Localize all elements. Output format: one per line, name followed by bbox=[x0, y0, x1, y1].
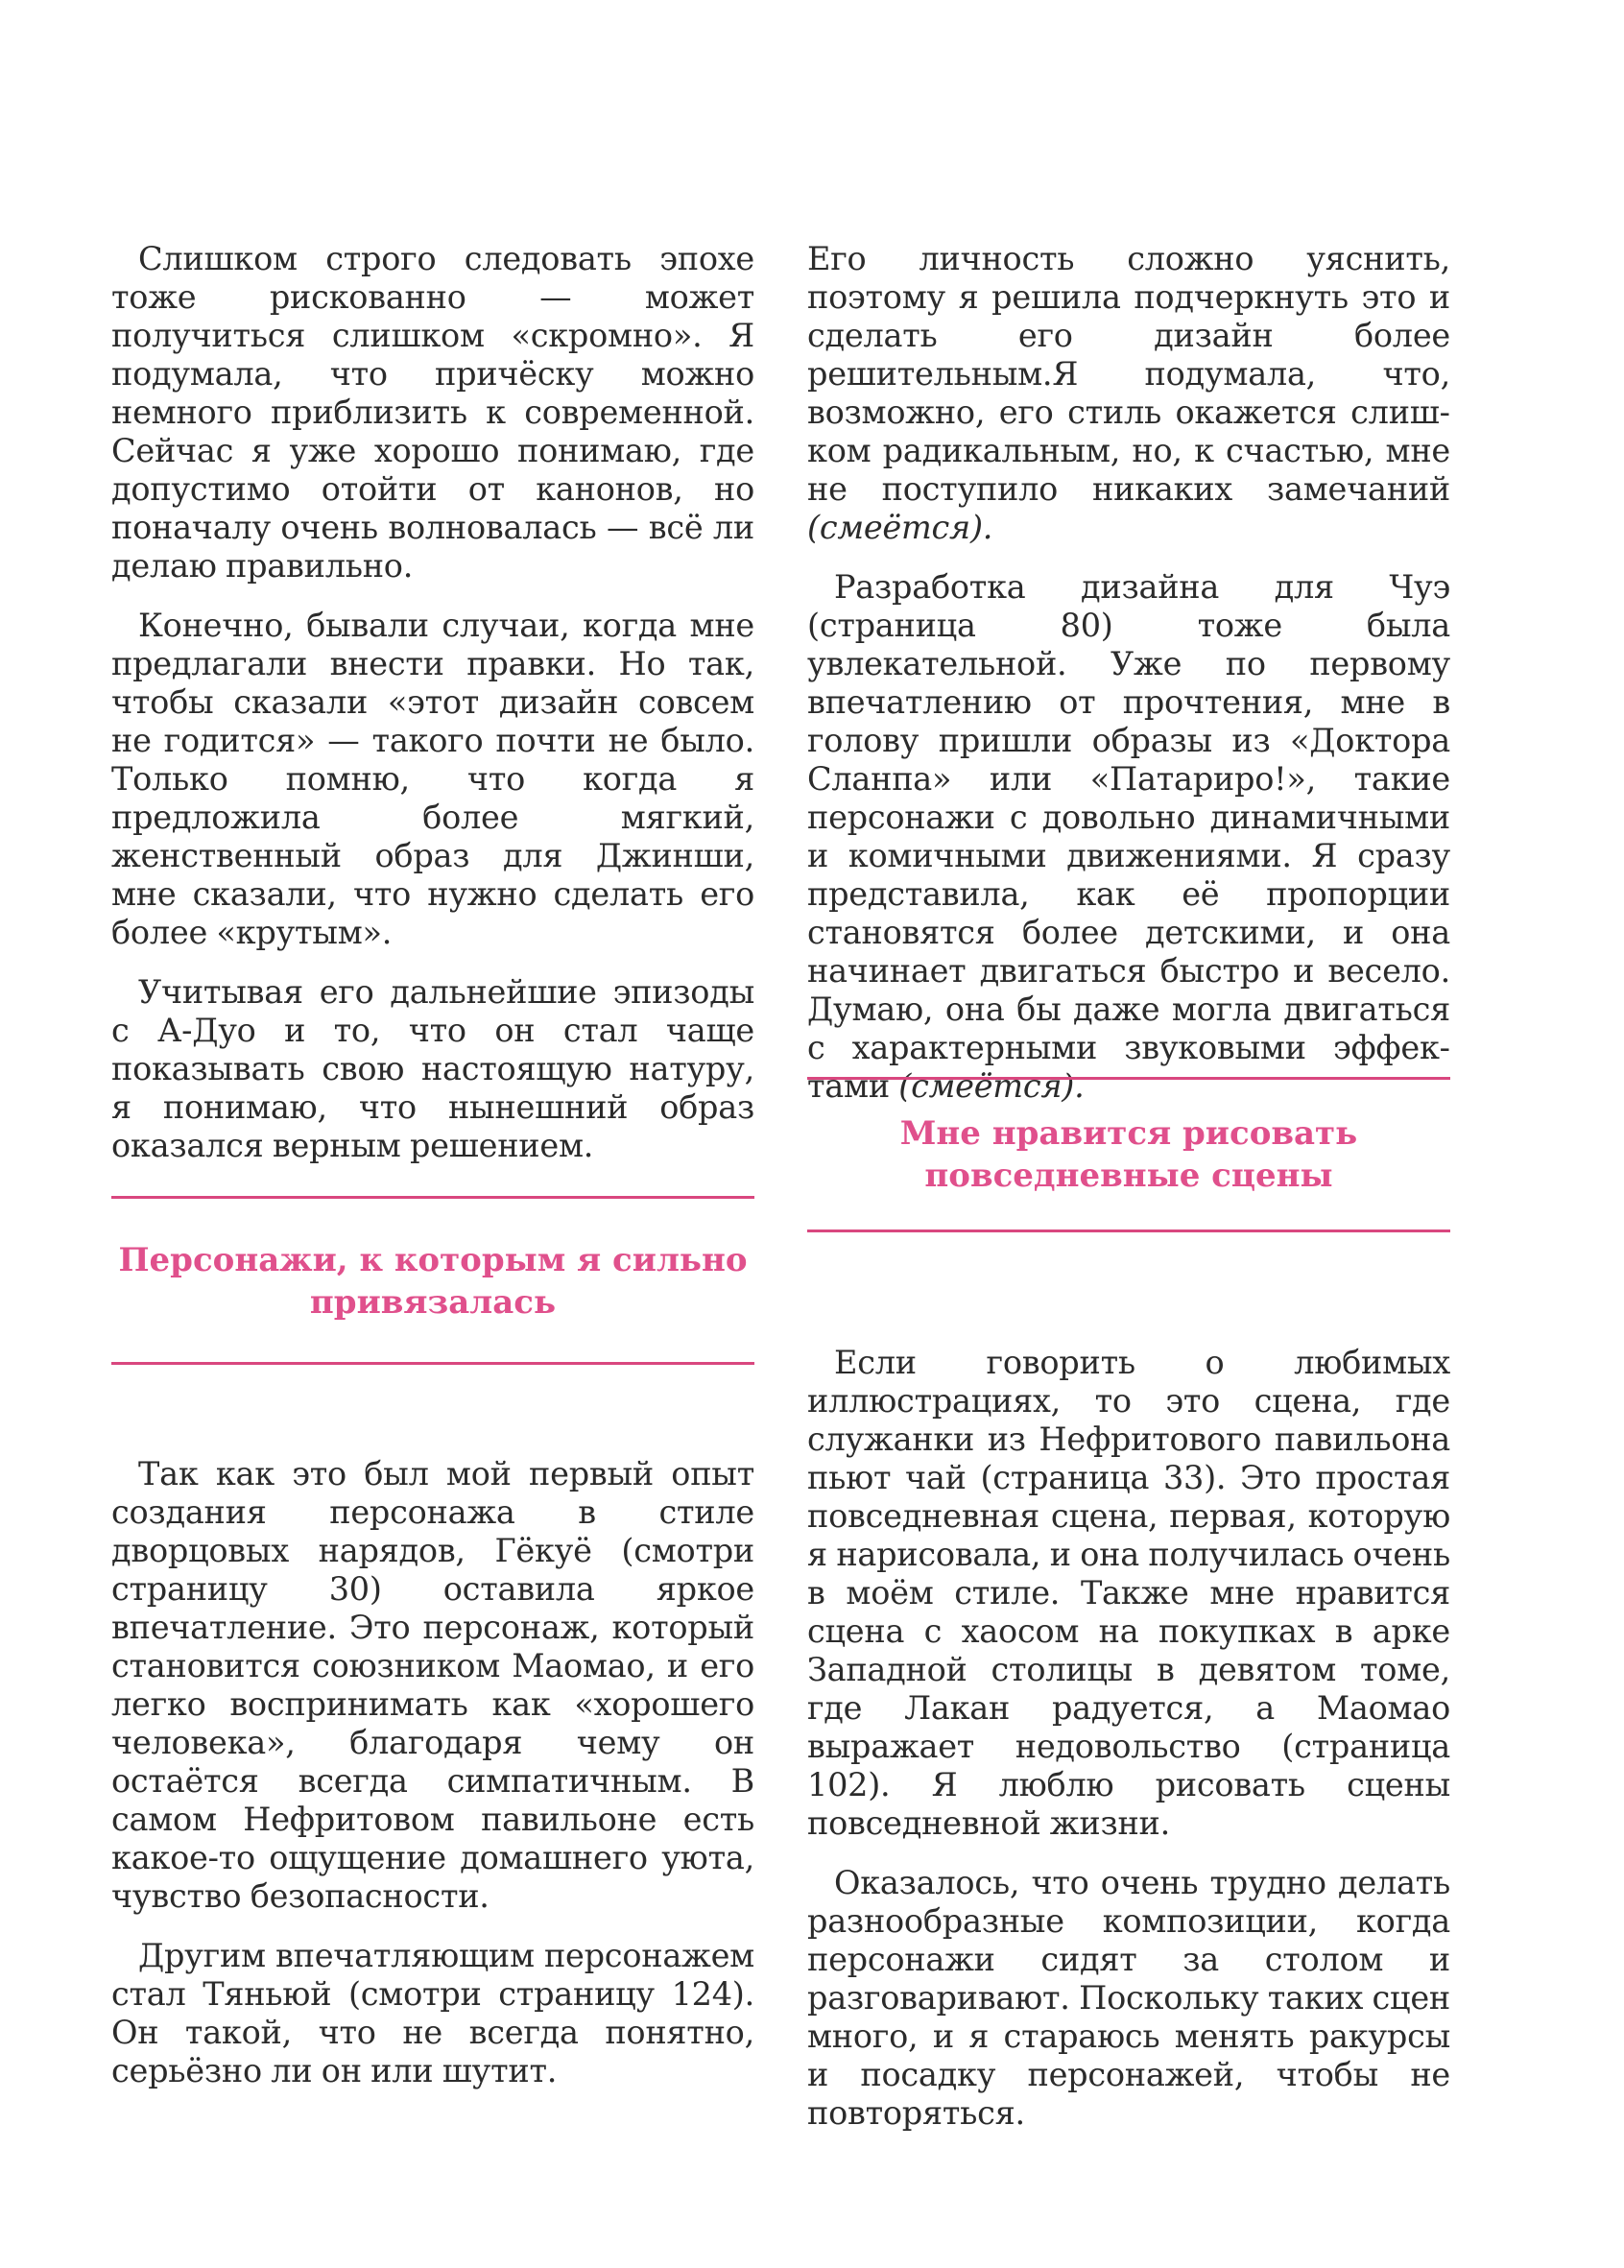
paragraph: Разработка дизайна для Чуэ (страница 80) тоже была увлекательной. Уже по первому впечатлению от прочтения, мне в голову пришли образы из «Доктора Сланпа» или «Патариро!», такие персонажи с довольно динамичными и комичными движениями. Я сразу представила, как её пропорции становятся более детскими, и она начинает двигаться быстро и весело. Думаю, она бы даже могла двигаться с характерными звуковыми эффектами (смеётся). bbox=[807, 568, 1450, 1105]
divider-bottom bbox=[807, 1229, 1450, 1232]
divider-top bbox=[111, 1196, 754, 1199]
paragraph: Если говорить о любимых иллюстрациях, то это сцена, где служанки из Нефритового павильона пьют чай (страница 33). Это простая повседневная сцена, первая, которую я нарисовала, и она получилась очень в моём стиле. Также мне нравится сцена с хаосом на покупках в арке Западной столицы в девятом томе, где Лакан радуется, а Маомао выражает недовольство (страница 102). Я люблю рисовать сцены повседневной жизни. bbox=[807, 1344, 1450, 1842]
section-heading: Мне нравится рисовать повседневные сцены bbox=[899, 1114, 1358, 1195]
paragraph: Оказалось, что очень трудно делать разнообразные композиции, когда персонажи сидят за столом и разговаривают. Поскольку таких сцен много, и я стараюсь менять ракурсы и посадку персонажей, чтобы не повторяться. bbox=[807, 1864, 1450, 2132]
paragraph: Учитывая его дальнейшие эпизоды с А-Дуо и то, что он стал чаще показывать свою настоящую натуру, я понимаю, что нынешний образ оказался верным решением. bbox=[111, 973, 754, 1164]
section-heading: Персонажи, к которым я сильно привязалась bbox=[118, 1241, 748, 1322]
paragraph: Слишком строго следовать эпохе тоже рискованно — может получиться слишком «скромно». Я подумала, что причёску можно немного приблизить к современной. Сейчас я уже хорошо понимаю, где допустимо отойти от канонов, но поначалу очень волновалась — всё ли делаю правильно. bbox=[111, 240, 754, 585]
right-column-top bbox=[807, 240, 1450, 1106]
divider-bottom bbox=[111, 1362, 754, 1365]
left-column-top bbox=[111, 240, 754, 1165]
paragraph: Другим впечатляющим персонажем стал Тяньюй (смотри страницу 124). Он такой, что не всегда понятно, серьёзно ли он или шутит. bbox=[111, 1937, 754, 2089]
section-heading-block bbox=[807, 1077, 1450, 1232]
divider-top bbox=[807, 1077, 1450, 1080]
paragraph: Так как это был мой первый опыт создания персонажа в стиле дворцовых нарядов, Гёкуё (смотри страницу 30) оставила яркое впечатление. Это персонаж, который становится союзником Маомао, и его легко воспринимать как «хорошего человека», благодаря чему он остаётся всегда симпатичным. В самом Нефритовом павильоне есть какое-то ощущение домашнего уюта, чувство безопасности. bbox=[111, 1455, 754, 1915]
section-heading-block bbox=[111, 1196, 754, 1365]
paragraph: Конечно, бывали случаи, когда мне предлагали внести правки. Но так, чтобы сказали «этот дизайн совсем не годится» — такого почти не было. Только помню, что когда я предложила более мягкий, женственный образ для Джинши, мне сказали, что нужно сделать его более «крутым». bbox=[111, 607, 754, 951]
right-column-bottom bbox=[807, 1344, 1450, 2133]
paragraph: Его личность сложно уяснить, поэтому я решила подчеркнуть это и сделать его дизайн более решительным.Я подумала, что, возможно, его стиль окажется слишком радикальным, но, к счастью, мне не поступило никаких замечаний (смеётся). bbox=[807, 240, 1450, 546]
left-column-bottom bbox=[111, 1455, 754, 2090]
